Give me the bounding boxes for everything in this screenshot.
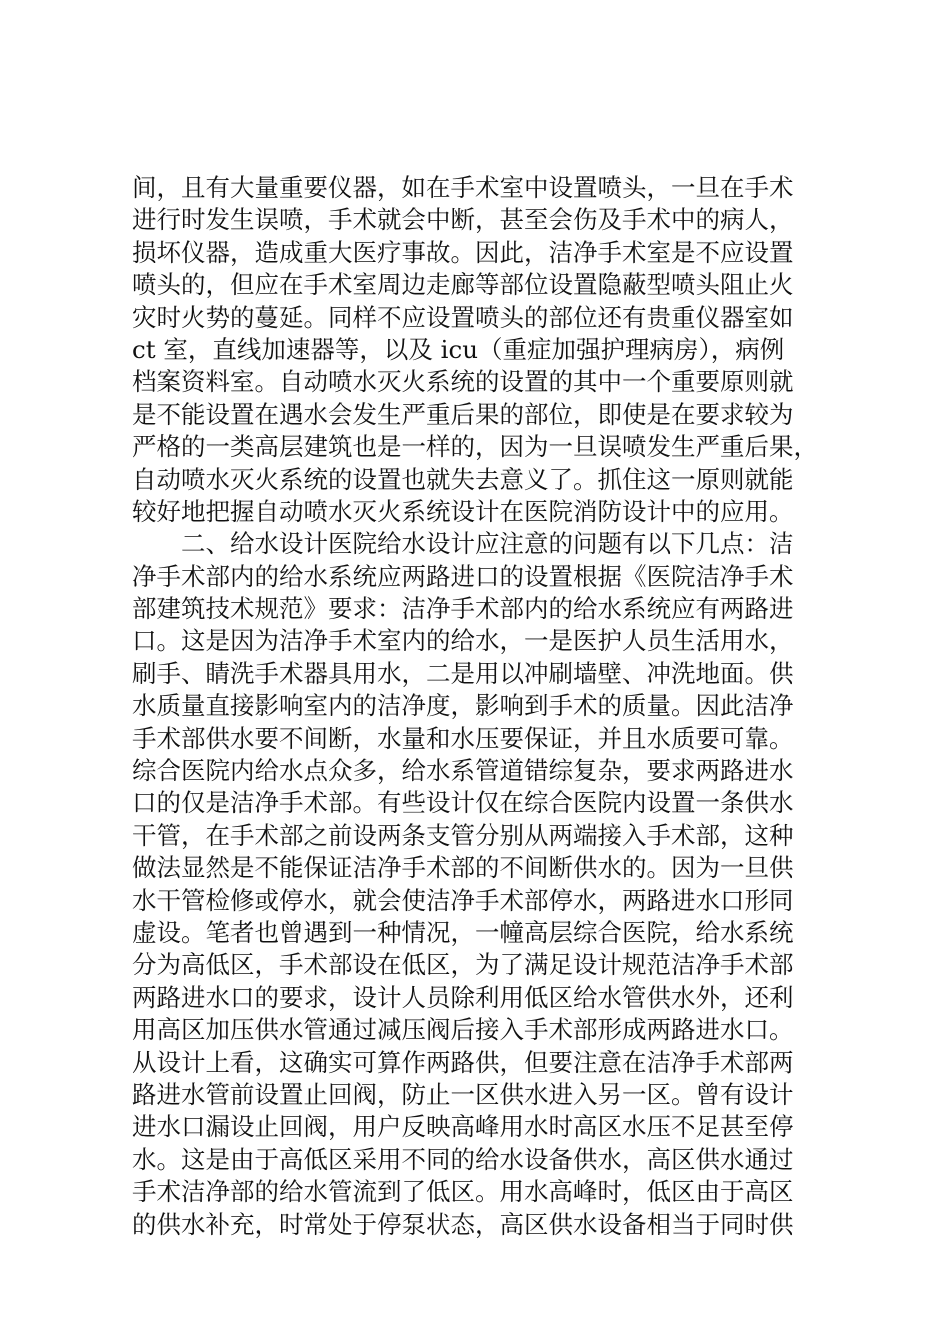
- text-line: 做法显然是不能保证洁净手术部的不间断供水的。因为一旦供: [132, 853, 794, 883]
- text-line: 水。这是由于高低区采用不同的给水设备供水，高区供水通过: [132, 1144, 794, 1174]
- text-line: 干管，在手术部之前设两条支管分别从两端接入手术部，这种: [132, 820, 794, 850]
- text-line: 部建筑技术规范》要求：洁净手术部内的给水系统应有两路进: [132, 594, 794, 624]
- text-line: 严格的一类高层建筑也是一样的，因为一旦误喷发生严重后果，: [132, 432, 818, 462]
- text-line: 的供水补充，时常处于停泵状态，高区供水设备相当于同时供: [132, 1209, 794, 1239]
- text-line: 水干管检修或停水，就会使洁净手术部停水，两路进水口形同: [132, 885, 794, 915]
- text-line: 档案资料室。自动喷水灭火系统的设置的其中一个重要原则就: [132, 367, 794, 397]
- text-line: 水质量直接影响室内的洁净度，影响到手术的质量。因此洁净: [132, 691, 794, 721]
- text-line: 刷手、睛洗手术器具用水，二是用以冲刷墙壁、冲洗地面。供: [132, 658, 794, 688]
- text-line: 口。这是因为洁净手术室内的给水，一是医护人员生活用水，: [132, 626, 794, 656]
- text-line: 口的仅是洁净手术部。有些设计仅在综合医院内设置一条供水: [132, 788, 794, 818]
- text-line: 分为高低区，手术部设在低区，为了满足设计规范洁净手术部: [132, 950, 794, 980]
- text-line: 虚设。笔者也曾遇到一种情况，一幢高层综合医院，给水系统: [132, 917, 794, 947]
- text-line: 净手术部内的给水系统应两路进口的设置根据《医院洁净手术: [132, 561, 794, 591]
- text-line: 进行时发生误喷，手术就会中断，甚至会伤及手术中的病人，: [132, 205, 794, 235]
- document-body: [132, 172, 832, 1241]
- text-line: 手术部供水要不间断，水量和水压要保证，并且水质要可靠。: [132, 723, 794, 753]
- text-line: 进水口漏设止回阀，用户反映高峰用水时高区水压不足甚至停: [132, 1112, 794, 1142]
- text-line: 是不能设置在遇水会发生严重后果的部位，即使是在要求较为: [132, 399, 794, 429]
- text-line: 两路进水口的要求，设计人员除利用低区给水管供水外，还利: [132, 982, 794, 1012]
- text-line: 路进水管前设置止回阀，防止一区供水进入另一区。曾有设计: [132, 1079, 794, 1109]
- text-line: 间，且有大量重要仪器，如在手术室中设置喷头，一旦在手术: [132, 173, 794, 202]
- text-line: 手术洁净部的给水管流到了低区。用水高峰时，低区由于高区: [132, 1177, 794, 1207]
- text-line: 从设计上看，这确实可算作两路供，但要注意在洁净手术部两: [132, 1047, 794, 1077]
- text-line: 用高区加压供水管通过减压阀后接入手术部形成两路进水口。: [132, 1015, 794, 1045]
- text-line: 灾时火势的蔓延。同样不应设置喷头的部位还有贵重仪器室如: [132, 302, 794, 332]
- text-line: 损坏仪器，造成重大医疗事故。因此，洁净手术室是不应设置: [132, 237, 794, 267]
- text-line: 喷头的，但应在手术室周边走廊等部位设置隐蔽型喷头阻止火: [132, 270, 794, 300]
- text-line: 较好地把握自动喷水灭火系统设计在医院消防设计中的应用。: [132, 496, 794, 526]
- section-heading-line: 二、给水设计医院给水设计应注意的问题有以下几点：洁: [181, 529, 794, 559]
- text-line: 综合医院内给水点众多，给水系管道错综复杂，要求两路进水: [132, 756, 794, 786]
- text-line: 自动喷水灭火系统的设置也就失去意义了。抓住这一原则就能: [132, 464, 794, 494]
- text-line: ct 室，直线加速器等，以及 icu（重症加强护理病房），病例: [132, 334, 785, 364]
